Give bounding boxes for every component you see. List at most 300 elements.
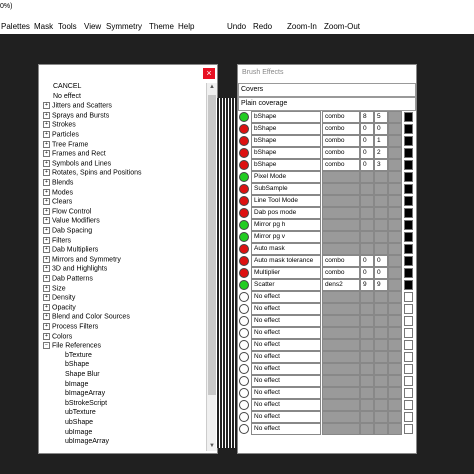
effect-name[interactable]: No effect	[251, 375, 321, 387]
effect-value-cell[interactable]: 5	[374, 111, 388, 123]
brush-effects-panel	[237, 64, 417, 454]
effect-swatch[interactable]	[404, 208, 413, 218]
tree-item[interactable]	[43, 217, 100, 225]
effect-extra-cell	[388, 351, 402, 363]
expand-icon[interactable]: +	[43, 285, 50, 292]
effect-value-cell[interactable]	[360, 195, 374, 207]
effect-toggle-on-icon[interactable]	[239, 280, 249, 290]
effect-mode-cell[interactable]	[322, 327, 360, 339]
tree-item-label: Strokes	[52, 121, 76, 129]
effect-toggle-on-icon[interactable]	[239, 232, 249, 242]
effect-value-cell[interactable]	[360, 303, 374, 315]
tree-item[interactable]	[43, 246, 98, 254]
effect-value-cell[interactable]: 9	[360, 279, 374, 291]
effect-value-cell[interactable]: 0	[360, 267, 374, 279]
effect-name[interactable]: SubSample	[251, 183, 321, 195]
menu-help[interactable]: Help	[178, 22, 195, 31]
effect-name[interactable]: No effect	[251, 303, 321, 315]
effect-mode-cell[interactable]	[322, 183, 360, 195]
effect-value-cell[interactable]	[374, 363, 388, 375]
effect-name[interactable]: No effect	[251, 363, 321, 375]
tree-item[interactable]	[43, 189, 73, 197]
effect-toggle-off-icon[interactable]	[239, 424, 249, 434]
expand-icon[interactable]: +	[43, 160, 50, 167]
effect-toggle-disabled-icon[interactable]	[239, 148, 249, 158]
effect-swatch[interactable]	[404, 256, 413, 266]
effect-name[interactable]: Mirror pg v	[251, 231, 321, 243]
effect-name[interactable]: bShape	[251, 123, 321, 135]
effect-mode-cell[interactable]	[322, 363, 360, 375]
effect-value-cell[interactable]	[374, 195, 388, 207]
menu-redo[interactable]: Redo	[253, 22, 273, 31]
expand-icon[interactable]: +	[43, 150, 50, 157]
effect-swatch[interactable]	[404, 400, 413, 410]
coverage-selector-value: Plain coverage	[241, 100, 288, 107]
effect-tree	[39, 83, 205, 451]
tree-item-label: 3D and Highlights	[52, 265, 108, 273]
effect-toggle-disabled-icon[interactable]	[239, 208, 249, 218]
effect-extra-cell	[388, 411, 402, 423]
menu-bar	[0, 18, 474, 34]
effect-name[interactable]: bShape	[251, 159, 321, 171]
effect-name[interactable]: No effect	[251, 327, 321, 339]
effect-value-cell[interactable]: 0	[374, 255, 388, 267]
effect-swatch[interactable]	[404, 196, 413, 206]
effect-swatch[interactable]	[404, 364, 413, 374]
effect-swatch[interactable]	[404, 172, 413, 182]
effect-mode-cell[interactable]	[322, 423, 360, 435]
effect-extra-cell	[388, 327, 402, 339]
expand-icon[interactable]: +	[43, 313, 50, 320]
tree-item[interactable]	[43, 227, 92, 235]
effect-extra-cell	[388, 279, 402, 291]
effect-swatch[interactable]	[404, 328, 413, 338]
tree-child-item[interactable]	[65, 371, 100, 379]
expand-icon[interactable]: +	[43, 208, 50, 215]
effect-toggle-on-icon[interactable]	[239, 220, 249, 230]
effect-value-cell[interactable]	[360, 183, 374, 195]
expand-icon[interactable]: +	[43, 227, 50, 234]
effect-toggle-off-icon[interactable]	[239, 352, 249, 362]
expand-icon[interactable]: +	[43, 237, 50, 244]
tree-item[interactable]	[43, 265, 107, 273]
effect-row	[238, 243, 414, 255]
effect-name[interactable]: bShape	[251, 135, 321, 147]
effect-value-cell[interactable]: 0	[374, 123, 388, 135]
tree-item[interactable]	[43, 141, 88, 149]
effect-extra-cell	[388, 339, 402, 351]
effect-mode-cell[interactable]: combo	[322, 147, 360, 159]
expand-icon[interactable]: +	[43, 179, 50, 186]
effect-mode-cell[interactable]	[322, 303, 360, 315]
effect-toggle-disabled-icon[interactable]	[239, 256, 249, 266]
effect-value-cell[interactable]	[360, 387, 374, 399]
effect-value-cell[interactable]: 0	[360, 255, 374, 267]
effect-extra-cell	[388, 195, 402, 207]
effect-extra-cell	[388, 291, 402, 303]
effect-extra-cell	[388, 399, 402, 411]
effect-toggle-disabled-icon[interactable]	[239, 136, 249, 146]
effect-name[interactable]: No effect	[251, 315, 321, 327]
effect-toggle-off-icon[interactable]	[239, 340, 249, 350]
collapse-icon[interactable]: −	[43, 342, 50, 349]
effect-row	[238, 387, 414, 399]
effect-value-cell[interactable]	[374, 243, 388, 255]
menu-view[interactable]: View	[84, 22, 102, 31]
tree-item-label: Colors	[52, 332, 73, 340]
effect-value-cell[interactable]	[360, 171, 374, 183]
effect-name[interactable]: bShape	[251, 147, 321, 159]
effect-value-cell[interactable]	[374, 387, 388, 399]
effect-row	[238, 147, 414, 159]
tree-item[interactable]	[43, 285, 66, 293]
effect-value-cell[interactable]	[374, 315, 388, 327]
effect-row	[238, 267, 414, 279]
effect-name[interactable]: bShape	[251, 111, 321, 123]
tree-item[interactable]	[43, 169, 142, 177]
effect-toggle-on-icon[interactable]	[239, 172, 249, 182]
tree-item[interactable]	[43, 342, 101, 350]
effect-value-cell[interactable]	[374, 207, 388, 219]
effect-value-cell[interactable]	[374, 339, 388, 351]
effect-swatch[interactable]	[404, 244, 413, 254]
effect-extra-cell	[388, 111, 402, 123]
tree-item-label: Dab Spacing	[52, 227, 93, 235]
effect-mode-cell[interactable]	[322, 171, 360, 183]
effect-value-cell[interactable]: 3	[374, 159, 388, 171]
effect-toggle-disabled-icon[interactable]	[239, 244, 249, 254]
effect-swatch[interactable]	[404, 376, 413, 386]
effect-value-cell[interactable]	[374, 399, 388, 411]
effect-toggle-on-icon[interactable]	[239, 112, 249, 122]
effect-extra-cell	[388, 423, 402, 435]
effect-toggle-off-icon[interactable]	[239, 304, 249, 314]
effect-value-cell[interactable]	[374, 351, 388, 363]
effect-value-cell[interactable]: 0	[360, 147, 374, 159]
effect-swatch[interactable]	[404, 280, 413, 290]
effect-value-cell[interactable]	[360, 315, 374, 327]
expand-icon[interactable]: +	[43, 265, 50, 272]
effect-mode-cell[interactable]: combo	[322, 111, 360, 123]
effect-swatch[interactable]	[404, 388, 413, 398]
tree-item[interactable]	[43, 160, 111, 168]
effect-value-cell[interactable]: 0	[360, 135, 374, 147]
expand-icon[interactable]: +	[43, 304, 50, 311]
tree-item[interactable]	[43, 150, 106, 158]
effect-value-cell[interactable]	[374, 171, 388, 183]
tree-child-item[interactable]	[65, 438, 109, 446]
effect-mode-cell[interactable]: combo	[322, 135, 360, 147]
close-button[interactable]: ×	[203, 68, 215, 79]
effect-value-cell[interactable]	[374, 411, 388, 423]
menu-tools[interactable]: Tools	[58, 22, 77, 31]
tree-child-item[interactable]	[65, 390, 105, 398]
expand-icon[interactable]: +	[43, 217, 50, 224]
effect-name[interactable]: No effect	[251, 351, 321, 363]
tree-item[interactable]	[53, 83, 81, 91]
effect-name[interactable]: No effect	[251, 291, 321, 303]
effect-mode-cell[interactable]	[322, 195, 360, 207]
tree-child-item[interactable]	[65, 419, 93, 427]
effect-mode-cell[interactable]	[322, 219, 360, 231]
effect-toggle-off-icon[interactable]	[239, 292, 249, 302]
expand-icon[interactable]: +	[43, 198, 50, 205]
effect-value-cell[interactable]	[360, 231, 374, 243]
covers-selector[interactable]	[238, 83, 416, 97]
expand-icon[interactable]: +	[43, 131, 50, 138]
expand-icon[interactable]: +	[43, 102, 50, 109]
effect-value-cell[interactable]	[360, 363, 374, 375]
effect-value-cell[interactable]	[374, 303, 388, 315]
effect-mode-cell[interactable]	[322, 387, 360, 399]
tree-item[interactable]	[43, 131, 79, 139]
effect-value-cell[interactable]	[374, 183, 388, 195]
effect-row	[238, 411, 414, 423]
effect-mode-cell[interactable]: dens2	[322, 279, 360, 291]
effect-mode-cell[interactable]	[322, 351, 360, 363]
tree-item[interactable]	[43, 121, 76, 129]
effect-mode-cell[interactable]	[322, 231, 360, 243]
expand-icon[interactable]: +	[43, 112, 50, 119]
effect-value-cell[interactable]	[374, 291, 388, 303]
effect-name[interactable]: No effect	[251, 387, 321, 399]
tree-item-label: bTexture	[65, 351, 92, 359]
effect-name[interactable]: Dab pos mode	[251, 207, 321, 219]
effect-mode-cell[interactable]	[322, 207, 360, 219]
expand-icon[interactable]: +	[43, 121, 50, 128]
tree-item[interactable]	[43, 323, 98, 331]
scroll-down-icon[interactable]: ▼	[209, 443, 215, 449]
effect-swatch[interactable]	[404, 112, 413, 122]
effect-extra-cell	[388, 207, 402, 219]
expand-icon[interactable]: +	[43, 294, 50, 301]
tree-item[interactable]	[43, 294, 75, 302]
effect-toggle-disabled-icon[interactable]	[239, 124, 249, 134]
effect-row	[238, 339, 414, 351]
tree-item-label: Frames and Rect	[52, 150, 106, 158]
effect-value-cell[interactable]: 0	[374, 267, 388, 279]
tree-child-item[interactable]	[65, 361, 89, 369]
effect-mode-cell[interactable]	[322, 315, 360, 327]
menu-palettes[interactable]: Palettes	[1, 22, 30, 31]
effect-value-cell[interactable]: 0	[360, 123, 374, 135]
effect-row	[238, 159, 414, 171]
effect-swatch[interactable]	[404, 352, 413, 362]
effect-name[interactable]: Auto mask	[251, 243, 321, 255]
tree-item[interactable]	[43, 333, 72, 341]
effect-mode-cell[interactable]	[322, 411, 360, 423]
window-title-fragment: 0%)	[0, 3, 13, 10]
effect-value-cell[interactable]	[360, 423, 374, 435]
effect-value-cell[interactable]	[360, 219, 374, 231]
effect-toggle-disabled-icon[interactable]	[239, 268, 249, 278]
effect-mode-cell[interactable]: combo	[322, 123, 360, 135]
effect-toggle-off-icon[interactable]	[239, 328, 249, 338]
effect-mode-cell[interactable]	[322, 375, 360, 387]
effect-extra-cell	[388, 387, 402, 399]
effect-value-cell[interactable]	[360, 375, 374, 387]
effect-row	[238, 219, 414, 231]
menu-zoom-in[interactable]: Zoom-In	[287, 22, 317, 31]
scrollbar-thumb[interactable]	[208, 95, 216, 395]
tree-item-label: Filters	[52, 236, 72, 244]
tree-item-label: bStrokeScript	[65, 399, 108, 407]
effect-swatch[interactable]	[404, 124, 413, 134]
effect-value-cell[interactable]	[374, 327, 388, 339]
effect-extra-cell	[388, 147, 402, 159]
effect-toggle-off-icon[interactable]	[239, 400, 249, 410]
tree-item-label: Blends	[52, 179, 74, 187]
menu-undo[interactable]: Undo	[227, 22, 247, 31]
tree-item-label: ubTexture	[65, 409, 96, 417]
tree-item[interactable]	[43, 237, 71, 245]
effect-mode-cell[interactable]: combo	[322, 267, 360, 279]
tree-item-label: ubShape	[65, 419, 94, 426]
coverage-selector[interactable]	[238, 97, 416, 111]
effect-value-cell[interactable]	[374, 423, 388, 435]
effect-value-cell[interactable]	[360, 411, 374, 423]
expand-icon[interactable]: +	[43, 189, 50, 196]
tree-child-item[interactable]	[65, 409, 96, 417]
menu-mask[interactable]: Mask	[34, 22, 54, 31]
effect-row	[238, 291, 414, 303]
effect-name[interactable]: No effect	[251, 399, 321, 411]
effect-value-cell[interactable]	[360, 291, 374, 303]
expand-icon[interactable]: +	[43, 246, 50, 253]
tree-child-item[interactable]	[65, 352, 92, 360]
scroll-up-icon[interactable]: ▲	[209, 84, 215, 90]
effect-mode-cell[interactable]: combo	[322, 159, 360, 171]
effect-row	[238, 279, 414, 291]
tree-item-label: No effect	[53, 92, 81, 100]
effect-toggle-off-icon[interactable]	[239, 364, 249, 374]
tree-item[interactable]	[43, 275, 93, 283]
effect-mode-cell[interactable]	[322, 399, 360, 411]
tree-child-item[interactable]	[65, 429, 92, 437]
effect-mode-cell[interactable]	[322, 339, 360, 351]
menu-theme[interactable]: Theme	[149, 22, 174, 31]
effect-toggle-disabled-icon[interactable]	[239, 184, 249, 194]
brush-effects-title: Brush Effects	[242, 69, 284, 76]
effect-row	[238, 399, 414, 411]
tree-item[interactable]	[43, 102, 112, 110]
tree-item-label: Density	[52, 294, 76, 302]
tree-item[interactable]	[43, 198, 72, 206]
effect-value-cell[interactable]	[360, 399, 374, 411]
effect-swatch[interactable]	[404, 268, 413, 278]
effect-extra-cell	[388, 243, 402, 255]
effect-mode-cell[interactable]: combo	[322, 255, 360, 267]
tree-item[interactable]	[43, 112, 109, 120]
effect-value-cell[interactable]	[360, 339, 374, 351]
effect-swatch[interactable]	[404, 160, 413, 170]
effect-extra-cell	[388, 159, 402, 171]
effect-name[interactable]: Pixel Mode	[251, 171, 321, 183]
effect-picker-titlebar[interactable]	[39, 65, 217, 81]
tree-item-label: Flow Control	[52, 208, 92, 216]
tree-item[interactable]	[43, 304, 76, 312]
effect-name[interactable]: Scatter	[251, 279, 321, 291]
tree-child-item[interactable]	[65, 400, 107, 408]
effect-value-cell[interactable]	[374, 375, 388, 387]
effect-swatch[interactable]	[404, 184, 413, 194]
effect-value-cell[interactable]	[374, 231, 388, 243]
effect-swatch[interactable]	[404, 316, 413, 326]
effect-extra-cell	[388, 123, 402, 135]
effect-value-cell[interactable]: 8	[360, 111, 374, 123]
effect-swatch[interactable]	[404, 136, 413, 146]
effect-mode-cell[interactable]	[322, 291, 360, 303]
tree-item[interactable]	[53, 93, 81, 101]
effect-swatch[interactable]	[404, 232, 413, 242]
effect-picker-panel	[38, 64, 218, 454]
effect-name[interactable]: No effect	[251, 339, 321, 351]
effect-value-cell[interactable]	[360, 327, 374, 339]
effect-mode-cell[interactable]	[322, 243, 360, 255]
effect-name[interactable]: No effect	[251, 423, 321, 435]
effect-row	[238, 255, 414, 267]
tree-item-label: Dab Multipliers	[52, 246, 99, 254]
effect-value-cell[interactable]	[360, 243, 374, 255]
menu-zoom-out[interactable]: Zoom-Out	[324, 22, 361, 31]
tree-item-label: Symbols and Lines	[52, 160, 112, 168]
effect-row	[238, 207, 414, 219]
effect-toggle-off-icon[interactable]	[239, 376, 249, 386]
effect-value-cell[interactable]	[374, 219, 388, 231]
effect-swatch[interactable]	[404, 340, 413, 350]
tree-item[interactable]	[43, 256, 121, 264]
effect-swatch[interactable]	[404, 412, 413, 422]
expand-icon[interactable]: +	[43, 333, 50, 340]
brush-effects-titlebar[interactable]	[238, 65, 416, 81]
expand-icon[interactable]: +	[43, 256, 50, 263]
effect-value-cell[interactable]: 2	[374, 147, 388, 159]
expand-icon[interactable]: +	[43, 275, 50, 282]
effect-name[interactable]: Multiplier	[251, 267, 321, 279]
effect-name[interactable]: Mirror pg h	[251, 219, 321, 231]
effect-value-cell[interactable]: 1	[374, 135, 388, 147]
expand-icon[interactable]: +	[43, 169, 50, 176]
effect-name[interactable]: No effect	[251, 411, 321, 423]
effect-value-cell[interactable]	[360, 207, 374, 219]
effect-extra-cell	[388, 135, 402, 147]
effect-value-cell[interactable]: 9	[374, 279, 388, 291]
expand-icon[interactable]: +	[43, 323, 50, 330]
effect-swatch[interactable]	[404, 292, 413, 302]
menu-symmetry[interactable]: Symmetry	[106, 22, 142, 31]
tree-item[interactable]	[43, 313, 130, 321]
effect-value-cell[interactable]	[360, 351, 374, 363]
effect-row	[238, 195, 414, 207]
expand-icon[interactable]: +	[43, 141, 50, 148]
effect-toggle-disabled-icon[interactable]	[239, 160, 249, 170]
effect-name[interactable]: Line Tool Mode	[251, 195, 321, 207]
tree-item[interactable]	[43, 208, 91, 216]
effect-name[interactable]: Auto mask tolerance	[251, 255, 321, 267]
tree-child-item[interactable]	[65, 381, 88, 389]
effect-toggle-disabled-icon[interactable]	[239, 196, 249, 206]
effect-row	[238, 327, 414, 339]
effect-toggle-off-icon[interactable]	[239, 388, 249, 398]
effect-toggle-off-icon[interactable]	[239, 316, 249, 326]
effect-swatch[interactable]	[404, 148, 413, 158]
tree-item[interactable]	[43, 179, 73, 187]
effect-swatch[interactable]	[404, 424, 413, 434]
effect-value-cell[interactable]: 0	[360, 159, 374, 171]
effect-swatch[interactable]	[404, 304, 413, 314]
effect-swatch[interactable]	[404, 220, 413, 230]
effect-toggle-off-icon[interactable]	[239, 412, 249, 422]
